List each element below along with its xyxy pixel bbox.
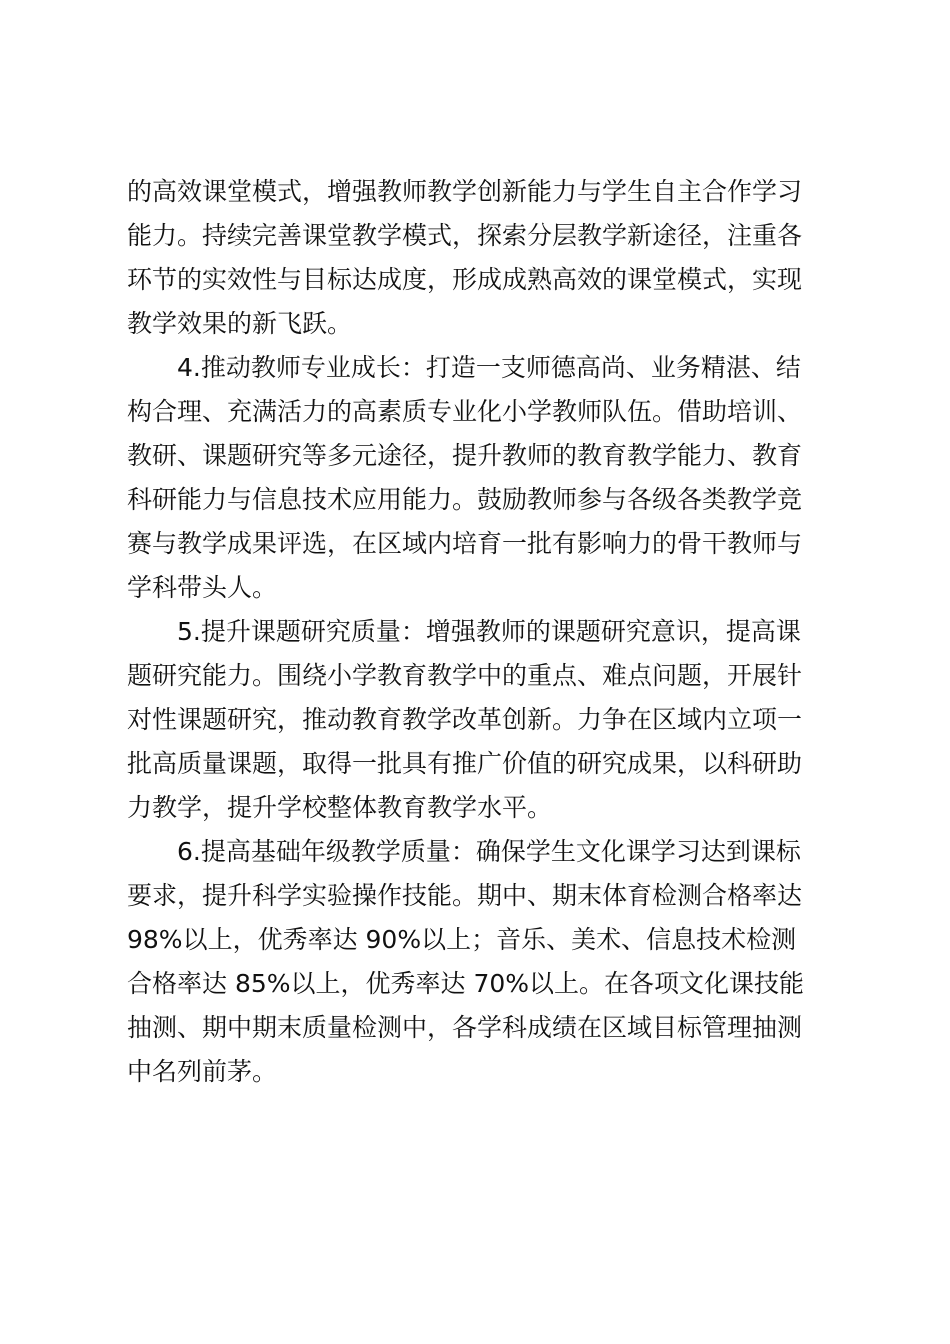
paragraph-item-5 bbox=[127, 610, 833, 830]
paragraph-item-4 bbox=[127, 346, 833, 610]
text-line: 教研、课题研究等多元途径，提升教师的教育教学能力、教育 bbox=[127, 441, 803, 470]
text-line: 5.提升课题研究质量：增强教师的课题研究意识，提高课 bbox=[177, 617, 801, 646]
paragraph-intro bbox=[127, 170, 833, 346]
text-line: 6.提高基础年级教学质量：确保学生文化课学习达到课标 bbox=[177, 837, 801, 866]
text-line: 能力。持续完善课堂教学模式，探索分层教学新途径，注重各 bbox=[127, 221, 803, 250]
text-line: 批高质量课题，取得一批具有推广价值的研究成果，以科研助 bbox=[127, 749, 803, 778]
paragraph-item-6 bbox=[127, 830, 833, 1094]
text-line: 合格率达 85%以上，优秀率达 70%以上。在各项文化课技能 bbox=[127, 969, 805, 998]
text-line: 学科带头人。 bbox=[127, 573, 278, 602]
text-line: 教学效果的新飞跃。 bbox=[127, 309, 353, 338]
text-line: 要求，提升科学实验操作技能。期中、期末体育检测合格率达 bbox=[127, 881, 803, 910]
text-line: 科研能力与信息技术应用能力。鼓励教师参与各级各类教学竞 bbox=[127, 485, 803, 514]
text-line: 98%以上，优秀率达 90%以上；音乐、美术、信息技术检测 bbox=[127, 925, 797, 954]
text-line: 抽测、期中期末质量检测中，各学科成绩在区域目标管理抽测 bbox=[127, 1013, 803, 1042]
document-body bbox=[127, 170, 833, 1094]
text-line: 4.推动教师专业成长：打造一支师德高尚、业务精湛、结 bbox=[177, 353, 801, 382]
text-line: 对性课题研究，推动教育教学改革创新。力争在区域内立项一 bbox=[127, 705, 803, 734]
text-line: 力教学，提升学校整体教育教学水平。 bbox=[127, 793, 553, 822]
text-line: 环节的实效性与目标达成度，形成成熟高效的课堂模式，实现 bbox=[127, 265, 803, 294]
text-line: 赛与教学成果评选，在区域内培育一批有影响力的骨干教师与 bbox=[127, 529, 803, 558]
text-line: 构合理、充满活力的高素质专业化小学教师队伍。借助培训、 bbox=[127, 397, 803, 426]
text-line: 的高效课堂模式，增强教师教学创新能力与学生自主合作学习 bbox=[127, 177, 803, 206]
text-line: 中名列前茅。 bbox=[127, 1057, 278, 1086]
text-line: 题研究能力。围绕小学教育教学中的重点、难点问题，开展针 bbox=[127, 661, 803, 690]
